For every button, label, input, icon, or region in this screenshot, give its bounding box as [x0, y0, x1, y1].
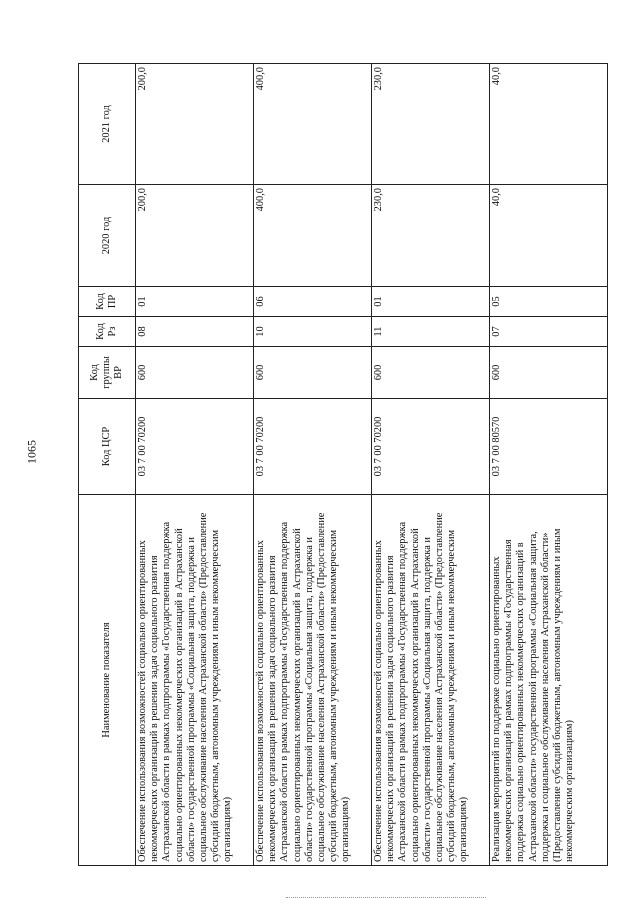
header-pr: Код ПР: [79, 287, 136, 317]
cell-rz: 10: [254, 317, 372, 347]
cell-2021: 230,0: [372, 64, 490, 185]
cell-rz: 11: [372, 317, 490, 347]
cell-csr: 03 7 00 70200: [372, 399, 490, 495]
cell-name: Обеспечение использования возможностей социально ориентированных некоммерческих организаций в решении задач социального развития Астраханской области в рамках подпрограммы «Государственная поддержка социально ориентированных некоммерческих организаций в Астраханской области» государственной программы «Социальная защита, поддержка и социальное обслуживание населения Астраханской области» (Предоставление субсидий бюджетным, автономным учреждениям и иным некоммерческим организациям): [254, 495, 372, 866]
cell-vr: 600: [136, 347, 254, 399]
cell-vr: 600: [490, 347, 608, 399]
cell-vr: 600: [254, 347, 372, 399]
rotated-table-container: [78, 64, 607, 866]
page-number: 1065: [24, 440, 39, 464]
scan-edge-rule: [286, 897, 486, 898]
cell-2020: 40,0: [490, 185, 608, 287]
cell-2021: 40,0: [490, 64, 608, 185]
cell-rz: 08: [136, 317, 254, 347]
header-vr: Код группы ВР: [79, 347, 136, 399]
header-rz: Код Рз: [79, 317, 136, 347]
header-2021: 2021 год: [79, 64, 136, 185]
table-row: [372, 64, 490, 866]
cell-pr: 06: [254, 287, 372, 317]
table-header-row: [79, 64, 136, 866]
cell-csr: 03 7 00 70200: [254, 399, 372, 495]
cell-2020: 400,0: [254, 185, 372, 287]
header-name: Наименование показателя: [79, 495, 136, 866]
header-csr: Код ЦСР: [79, 399, 136, 495]
table-row: [490, 64, 608, 866]
cell-csr: 03 7 00 70200: [136, 399, 254, 495]
cell-2020: 230,0: [372, 185, 490, 287]
cell-pr: 01: [372, 287, 490, 317]
table-row: [136, 64, 254, 866]
cell-2020: 200,0: [136, 185, 254, 287]
cell-rz: 07: [490, 317, 608, 347]
table-row: [254, 64, 372, 866]
cell-vr: 600: [372, 347, 490, 399]
header-2020: 2020 год: [79, 185, 136, 287]
cell-csr: 03 7 00 80570: [490, 399, 608, 495]
cell-2021: 400,0: [254, 64, 372, 185]
cell-2021: 200,0: [136, 64, 254, 185]
cell-name: Обеспечение использования возможностей социально ориентированных некоммерческих организаций в решении задач социального развития Астраханской области в рамках подпрограммы «Государственная поддержка социально ориентированных некоммерческих организаций в Астраханской области» государственной программы «Социальная защита, поддержка и социальное обслуживание населения Астраханской области» (Предоставление субсидий бюджетным, автономным учреждениям и иным некоммерческим организациям): [136, 495, 254, 866]
cell-pr: 05: [490, 287, 608, 317]
cell-pr: 01: [136, 287, 254, 317]
cell-name: Реализация мероприятий по поддержке социально ориентированных некоммерческих организаций в рамках подпрограммы «Государственная поддержка социально ориентированных некоммерческих организаций в Астраханской области» государственной программы «Социальная защита, поддержка и социальное обслуживание населения Астраханской области» (Предоставление субсидий бюджетным, автономным учреждениям и иным некоммерческим организациям): [490, 495, 608, 866]
budget-table: [78, 63, 608, 866]
cell-name: Обеспечение использования возможностей социально ориентированных некоммерческих организаций в решении задач социального развития Астраханской области в рамках подпрограммы «Государственная поддержка социально ориентированных некоммерческих организаций в Астраханской области» государственной программы «Социальная защита, поддержка и социальное обслуживание населения Астраханской области» (Предоставление субсидий бюджетным, автономным учреждениям и иным некоммерческим организациям): [372, 495, 490, 866]
